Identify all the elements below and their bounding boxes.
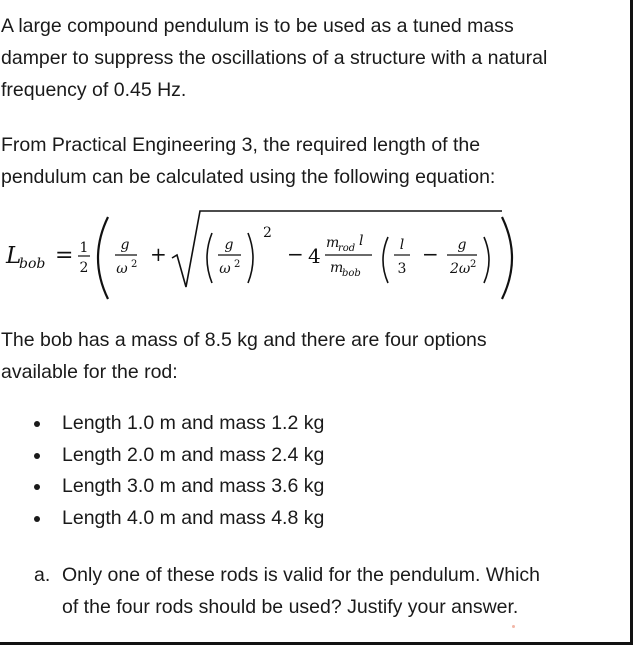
eq-big-right-paren	[502, 217, 512, 299]
intro-line-3: frequency of 0.45 Hz.	[1, 79, 187, 101]
decorative-speck	[512, 625, 515, 628]
eq-bob-sub: bob	[342, 268, 361, 279]
question-line-2: of the four rods should be used? Justify your answer.	[62, 596, 519, 618]
eq-lhs-L: L	[6, 243, 22, 269]
pendulum-length-equation	[0, 203, 633, 303]
eq-g-3: g	[457, 237, 467, 253]
eq-l-num: l	[359, 233, 364, 249]
list-item: Length 2.0 m and mass 2.4 kg	[0, 440, 324, 472]
eq-omega-2: ω	[219, 261, 231, 277]
question-line-1: Only one of these rods is valid for the pendulum. Which	[62, 564, 540, 586]
eq-paren-a-right	[248, 233, 253, 283]
eq-rod-sub: rod	[338, 243, 356, 254]
eq-outer-sq: 2	[263, 225, 272, 241]
eq-paren-b-left	[383, 237, 388, 283]
list-item: Length 4.0 m and mass 4.8 kg	[0, 503, 324, 535]
intro-line-1: A large compound pendulum is to be used as a tuned mass	[1, 15, 514, 37]
eq-l-2: l	[399, 237, 405, 253]
eq-plus: +	[150, 242, 167, 266]
eq-half-num: 1	[79, 240, 89, 256]
question-a	[34, 559, 604, 623]
eq-omega-1: ω	[116, 261, 128, 277]
list-item: Length 1.0 m and mass 1.2 kg	[0, 408, 324, 440]
eq-minus-1: −	[287, 242, 304, 266]
eq-sq-1: 2	[131, 259, 138, 270]
eq-four: 4	[308, 244, 321, 268]
eq-paren-a-left	[207, 233, 212, 283]
eq-half-den: 2	[79, 260, 89, 276]
eq-minus-2: −	[422, 242, 439, 266]
method-line-1: From Practical Engineering 3, the required length of the	[1, 134, 481, 156]
eq-sq-2: 2	[234, 259, 241, 270]
eq-paren-b-right	[484, 237, 489, 283]
method-paragraph	[1, 129, 616, 193]
bob-line-1: The bob has a mass of 8.5 kg and there are four options	[1, 329, 487, 351]
eq-big-left-paren	[98, 217, 108, 299]
list-item: Length 3.0 m and mass 3.6 kg	[0, 471, 324, 503]
rod-options-list	[0, 408, 324, 534]
eq-three: 3	[397, 261, 407, 277]
eq-equals: =	[55, 243, 74, 268]
eq-g-1: g	[120, 237, 130, 253]
method-line-2: pendulum can be calculated using the following equation:	[1, 166, 496, 188]
intro-paragraph	[1, 10, 616, 106]
eq-m-rod: m	[326, 235, 340, 251]
eq-two-omega: 2ω	[450, 261, 471, 277]
bob-line-2: available for the rod:	[1, 361, 178, 383]
eq-sq-3: 2	[470, 259, 477, 270]
question-text	[34, 559, 604, 623]
bob-paragraph	[1, 324, 616, 388]
intro-line-2: damper to suppress the oscillations of a structure with a natural	[1, 47, 548, 69]
eq-lhs-sub: bob	[19, 256, 46, 272]
eq-m-bob: m	[330, 260, 344, 276]
question-marker: a.	[34, 564, 51, 586]
eq-g-2: g	[224, 237, 234, 253]
